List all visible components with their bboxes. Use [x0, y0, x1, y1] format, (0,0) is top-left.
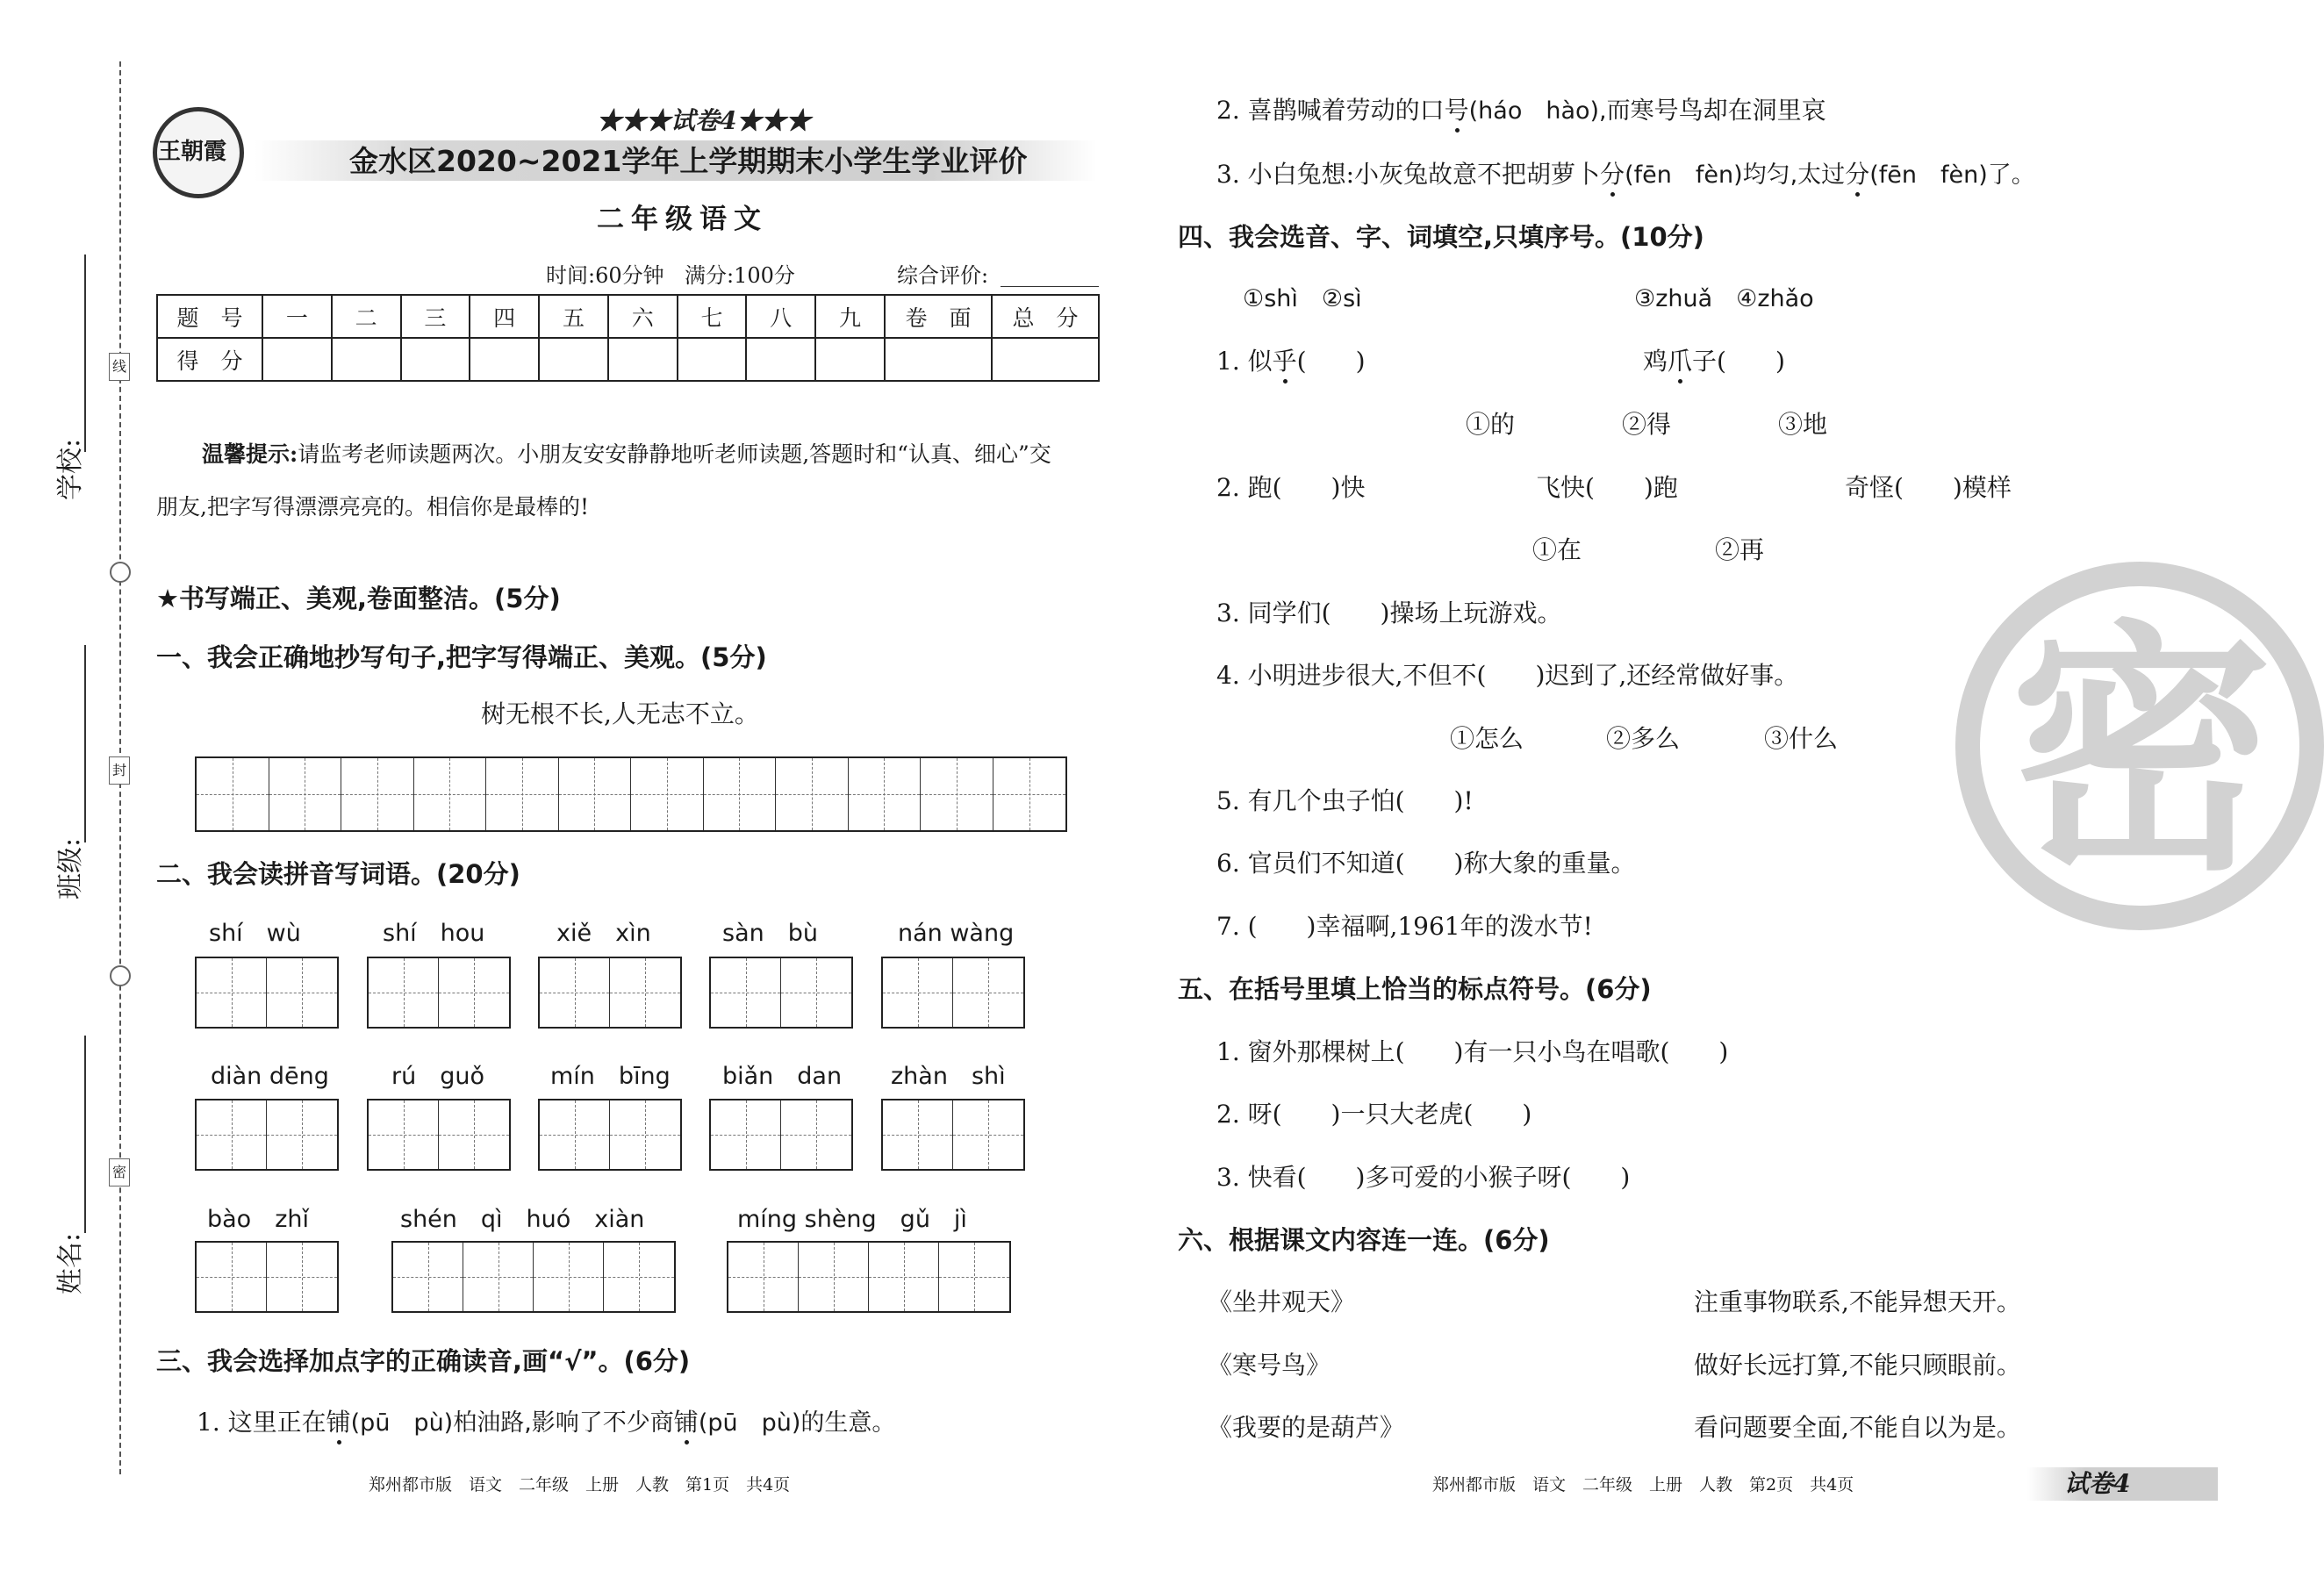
word-box-12[interactable]	[391, 1241, 676, 1313]
word-box-9[interactable]	[709, 1099, 853, 1171]
s5-question-3: 3. 快看( )多可爱的小猴子呀( )	[1216, 1163, 1631, 1192]
s3-question-3: 3. 小白兔想:小灰兔故意不把胡萝卜分(fēn fèn)均匀,太过分(fēn fèn)了。	[1216, 160, 2035, 189]
s4-question-2b: 飞快( )跑	[1536, 473, 1678, 502]
word-box-11[interactable]	[195, 1241, 339, 1313]
word-box-3[interactable]	[538, 957, 682, 1029]
s4-option-de2: ②得	[1622, 410, 1672, 439]
brand-logo-text: 王朝霞	[158, 139, 227, 165]
s3-question-2: 2. 喜鹊喊着劳动的口号(háo hào),而寒号鸟却在洞里哀	[1216, 96, 1826, 125]
confidential-seal-text: 密	[2010, 599, 2273, 906]
s4-options-1a: ①shì ②sì	[1243, 285, 1362, 312]
score-table	[156, 294, 1100, 382]
section-1-title: 一、我会正确地抄写句子,把字写得端正、美观。(5分)	[156, 642, 767, 672]
s4-option-de: ①的	[1466, 410, 1516, 439]
score-cell[interactable]	[992, 338, 1099, 381]
exam-title: 金水区2020~2021学年上学期期末小学生学业评价	[349, 144, 1028, 178]
s4-question-7: 7. ( )幸福啊,1961年的泼水节!	[1216, 912, 1593, 941]
pinyin-3: xiě xìn	[556, 920, 651, 947]
pinyin-11: bào zhǐ	[207, 1206, 309, 1233]
s6-text-1[interactable]: 《坐井观天》	[1208, 1287, 1356, 1316]
section-handwriting-title: ★书写端正、美观,卷面整洁。(5分)	[156, 584, 561, 613]
pinyin-6: diàn dēng	[211, 1063, 329, 1090]
seal-mark-mi: 密	[109, 1158, 130, 1186]
copy-writing-grid[interactable]	[195, 756, 1067, 832]
s4-option-de3: ③地	[1778, 410, 1828, 439]
school-field[interactable]	[84, 254, 86, 452]
class-label: 班级:	[55, 837, 86, 900]
pinyin-1: shí wù	[209, 920, 301, 947]
overall-eval-field[interactable]	[1001, 286, 1099, 287]
section-3-title: 三、我会选择加点字的正确读音,画“√”。(6分)	[156, 1346, 691, 1376]
s4-option-zai2: ②再	[1715, 535, 1765, 564]
s4-question-2a: 2. 跑( )快	[1216, 473, 1366, 502]
pinyin-10: zhàn shì	[891, 1063, 1006, 1090]
word-box-10[interactable]	[881, 1099, 1025, 1171]
pinyin-7: rú guǒ	[391, 1063, 484, 1090]
scissor-icon	[110, 965, 131, 986]
s4-option-shenme: ③什么	[1764, 724, 1839, 753]
s6-moral-2[interactable]: 做好长远打算,不能只顾眼前。	[1694, 1351, 2021, 1380]
seal-mark-feng: 封	[109, 756, 130, 785]
school-label: 学校:	[55, 438, 86, 500]
s5-question-1: 1. 窗外那棵树上( )有一只小鸟在唱歌( )	[1216, 1037, 1729, 1066]
word-box-6[interactable]	[195, 1099, 339, 1171]
s4-question-4: 4. 小明进步很大,不但不( )迟到了,还经常做好事。	[1216, 661, 1799, 690]
section-5-title: 五、在括号里填上恰当的标点符号。(6分)	[1178, 974, 1652, 1004]
name-field[interactable]	[84, 1036, 86, 1233]
score-cell[interactable]	[885, 338, 992, 381]
section-2-title: 二、我会读拼音写词语。(20分)	[156, 859, 520, 889]
confidential-seal	[1955, 562, 2324, 930]
score-cell[interactable]	[608, 338, 678, 381]
paper-number: ★★★试卷4★★★	[597, 106, 811, 135]
section-6-title: 六、根据课文内容连一连。(6分)	[1178, 1225, 1550, 1255]
s6-text-3[interactable]: 《我要的是葫芦》	[1208, 1413, 1405, 1442]
seal-mark-xian: 线	[109, 353, 130, 381]
s4-question-3: 3. 同学们( )操场上玩游戏。	[1216, 599, 1562, 627]
score-cell[interactable]	[746, 338, 815, 381]
overall-eval: 综合评价:	[897, 263, 989, 288]
s4-options-1b: ③zhuǎ ④zhǎo	[1634, 285, 1814, 312]
paper-tag: 试卷4	[2064, 1469, 2131, 1498]
score-header-row: 题 号 一 二 三 四 五 六 七 八 九 卷 面 总 分	[157, 295, 1099, 338]
footer-left: 郑州都市版 语文 二年级 上册 人教 第1页 共4页	[369, 1475, 791, 1495]
s4-question-5: 5. 有几个虫子怕( )!	[1216, 786, 1474, 815]
s4-option-zenme: ①怎么	[1450, 724, 1524, 753]
pinyin-13: míng shèng gǔ jì	[737, 1206, 967, 1233]
score-cell[interactable]	[332, 338, 401, 381]
word-box-2[interactable]	[367, 957, 511, 1029]
word-box-13[interactable]	[727, 1241, 1011, 1313]
s6-moral-1[interactable]: 注重事物联系,不能异想天开。	[1694, 1287, 2021, 1316]
s4-question-1b: 鸡爪子( )	[1643, 347, 1785, 376]
full-score: 满分:100分	[685, 263, 795, 288]
score-cell[interactable]	[539, 338, 608, 381]
pinyin-4: sàn bù	[722, 920, 818, 947]
pinyin-5: nán wàng	[898, 920, 1015, 947]
score-cell[interactable]	[815, 338, 885, 381]
s4-question-2c: 奇怪( )模样	[1845, 473, 2012, 502]
word-box-7[interactable]	[367, 1099, 511, 1171]
scissor-icon	[110, 562, 131, 583]
score-value-row: 得 分	[157, 338, 1099, 381]
s5-question-2: 2. 呀( )一只大老虎( )	[1216, 1100, 1532, 1129]
pinyin-8: mín bīng	[550, 1063, 671, 1090]
exam-time: 时间:60分钟	[546, 263, 664, 288]
pinyin-9: biǎn dan	[722, 1063, 843, 1090]
pinyin-2: shí hou	[383, 920, 485, 947]
s4-question-6: 6. 官员们不知道( )称大象的重量。	[1216, 849, 1636, 878]
score-cell[interactable]	[262, 338, 332, 381]
score-cell[interactable]	[678, 338, 747, 381]
pinyin-12: shén qì huó xiàn	[400, 1206, 645, 1233]
score-cell[interactable]	[470, 338, 539, 381]
tip-line-1: 温馨提示:请监考老师读题两次。小朋友安安静静地听老师读题,答题时和“认真、细心”交	[202, 441, 1051, 467]
word-box-1[interactable]	[195, 957, 339, 1029]
score-cell[interactable]	[401, 338, 470, 381]
s4-question-1a: 1. 似乎( )	[1216, 347, 1366, 376]
tip-line-2: 朋友,把字写得漂漂亮亮的。相信你是最棒的!	[156, 494, 589, 520]
s4-option-duome: ②多么	[1606, 724, 1681, 753]
class-field[interactable]	[84, 645, 86, 842]
name-label: 姓名:	[55, 1232, 86, 1294]
s6-moral-3[interactable]: 看问题要全面,不能自以为是。	[1694, 1413, 2021, 1442]
word-box-4[interactable]	[709, 957, 853, 1029]
section-4-title: 四、我会选音、字、词填空,只填序号。(10分)	[1178, 222, 1704, 252]
word-box-8[interactable]	[538, 1099, 682, 1171]
s3-question-1: 1. 这里正在铺(pū pù)柏油路,影响了不少商铺(pū pù)的生意。	[197, 1408, 896, 1437]
word-box-5[interactable]	[881, 957, 1025, 1029]
copy-sentence: 树无根不长,人无志不立。	[481, 699, 759, 728]
s6-text-2[interactable]: 《寒号鸟》	[1208, 1351, 1331, 1380]
footer-right: 郑州都市版 语文 二年级 上册 人教 第2页 共4页	[1432, 1475, 1854, 1495]
s4-option-zai: ①在	[1532, 535, 1582, 564]
subject-title: 二年级语文	[597, 204, 768, 235]
